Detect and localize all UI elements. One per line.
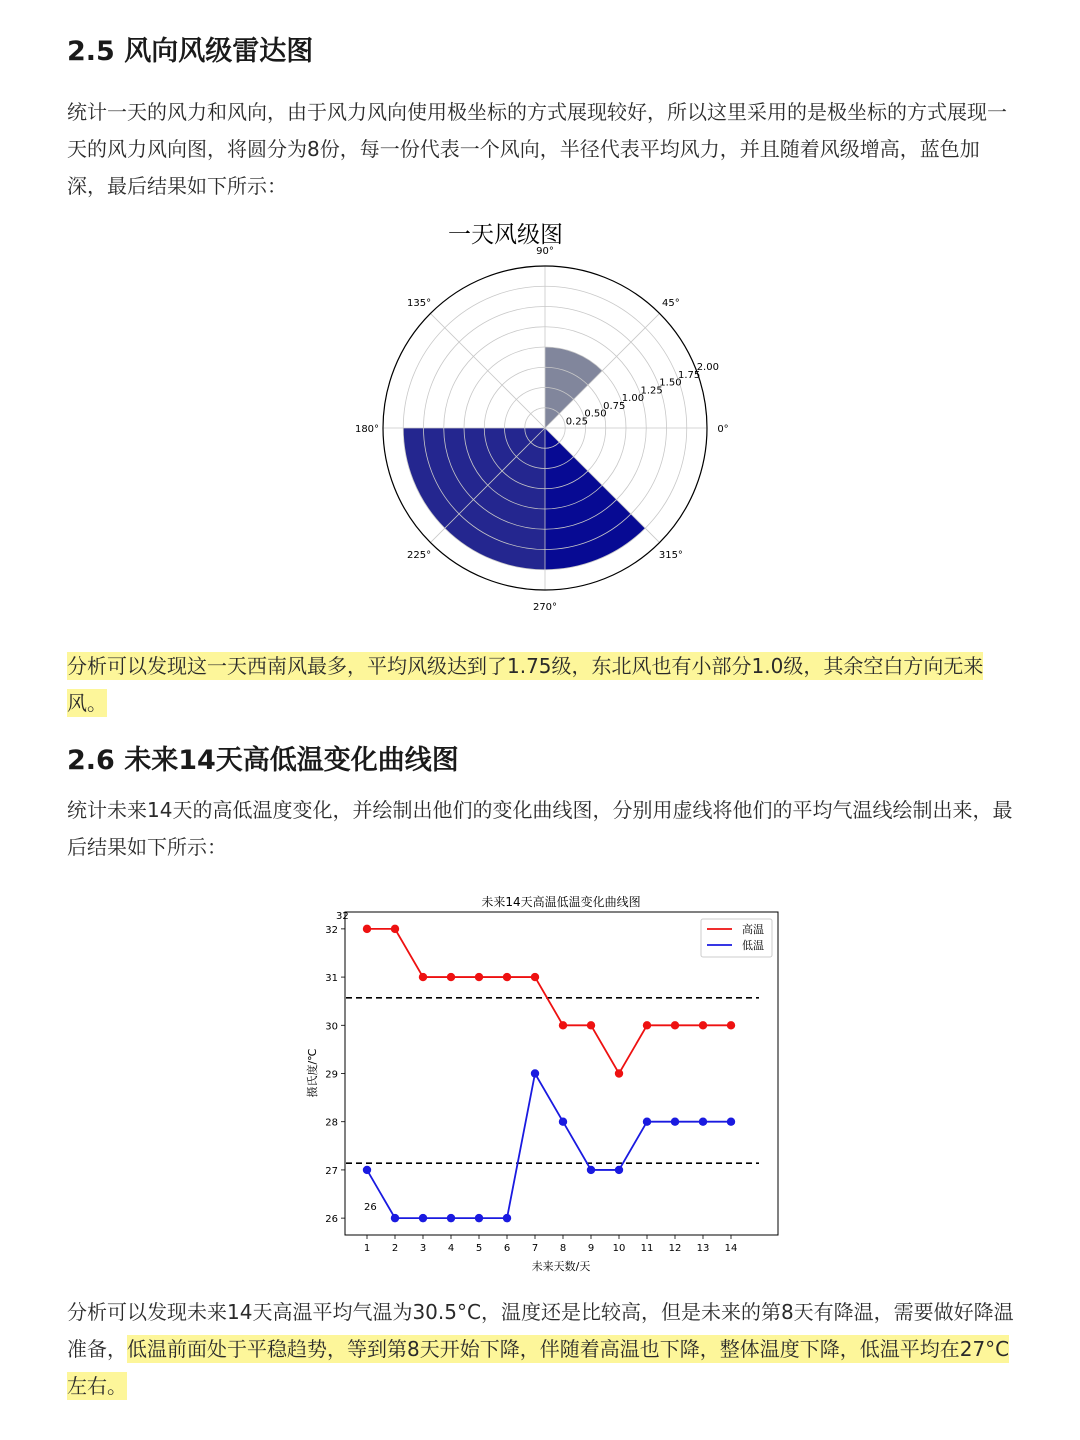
legend-low-label: 低温	[742, 939, 764, 952]
x-tick-label: 8	[559, 1243, 567, 1254]
highlight-wind-analysis: 分析可以发现这一天西南风最多，平均风级达到了1.75级，东北风也有小部分1.0级，其余空白方向无来风。	[67, 654, 984, 715]
angle-tick-label: 315°	[658, 549, 683, 561]
data-point-high	[587, 1021, 595, 1029]
x-tick-label: 14	[724, 1243, 738, 1254]
radial-tick-label: 1.00	[621, 393, 645, 404]
angle-tick-label: 180°	[354, 424, 380, 435]
wind-polar-chart	[330, 210, 750, 630]
x-tick-label: 3	[419, 1243, 427, 1254]
y-tick-label: 26	[325, 1214, 338, 1226]
paragraph-wind-intro: 统计一天的风力和风向，由于风力风向使用极坐标的方式展现较好，所以这里采用的是极坐标的方式展现一天的风力风向图，将圆分为8份，每一份代表一个风向，半径代表平均风力，并且随着风级增高，蓝色加深，最后结果如下所示：	[67, 100, 1007, 198]
paragraph-temperature-analysis	[67, 1294, 1017, 1405]
y-tick-label: 30	[325, 1021, 338, 1033]
wind-chart-title: 一天风级图	[448, 222, 563, 248]
y-tick-label: 29	[325, 1069, 338, 1081]
angle-tick-label: 225°	[407, 549, 432, 561]
radial-tick-label: 1.25	[640, 385, 663, 397]
data-point-low	[643, 1118, 651, 1126]
x-tick-label: 7	[531, 1243, 539, 1254]
radial-tick-label: 0.75	[603, 400, 626, 412]
paragraph-temperature-intro: 统计未来14天的高低温度变化，并绘制出他们的变化曲线图，分别用虚线将他们的平均气温线绘制出来，最后结果如下所示：	[67, 798, 1013, 859]
data-point-low	[503, 1214, 511, 1222]
radial-tick-label: 1.50	[659, 377, 682, 389]
temperature-analysis-plain: 分析可以发现未来14天高温平均气温为30.5°C，温度还是比较高，但是未来的第8天有降温，需要做好降温准备，	[67, 1300, 1014, 1361]
x-tick-label: 13	[696, 1243, 710, 1254]
legend-high-label: 高温	[742, 923, 764, 936]
data-point-low	[615, 1166, 623, 1174]
paragraph-wind-analysis	[67, 648, 1017, 722]
data-point-low	[447, 1214, 455, 1222]
x-axis-label: 未来天数/天	[531, 1260, 591, 1273]
polar-grid-spoke	[430, 313, 545, 428]
y-tick-label: 27	[325, 1165, 338, 1177]
data-point-high	[503, 973, 511, 981]
data-point-low	[419, 1214, 427, 1222]
chart-legend	[701, 919, 772, 957]
data-point-high	[559, 1021, 567, 1029]
data-point-low	[475, 1214, 483, 1222]
data-point-high	[531, 973, 539, 981]
data-point-low	[727, 1118, 735, 1126]
data-point-high	[643, 1021, 651, 1029]
data-point-low	[391, 1214, 399, 1222]
y-tick-label: 28	[325, 1117, 338, 1129]
data-point-low	[671, 1118, 679, 1126]
highlight-temperature-analysis: 低温前面处于平稳趋势，等到第8天开始下降，伴随着高温也下降，整体温度下降，低温平均在27°C左右。	[67, 1337, 1010, 1398]
radial-tick-label: 1.75	[678, 369, 701, 381]
data-point-high	[447, 973, 455, 981]
x-tick-label: 12	[668, 1243, 682, 1254]
x-tick-label: 9	[587, 1243, 595, 1254]
y-tick-label: 32	[325, 924, 338, 936]
data-point-low	[531, 1069, 539, 1077]
temp-chart-title: 未来14天高温低温变化曲线图	[481, 895, 641, 909]
data-point-high	[363, 925, 371, 933]
data-point-low	[363, 1166, 371, 1174]
x-tick-label: 11	[640, 1243, 654, 1254]
radial-tick-label: 0.50	[584, 408, 607, 420]
angle-tick-label: 90°	[536, 246, 554, 257]
angle-tick-label: 270°	[532, 602, 558, 613]
radial-tick-label: 0.25	[565, 416, 588, 428]
x-tick-label: 1	[363, 1243, 371, 1254]
angle-tick-label: 45°	[662, 298, 680, 310]
y-tick-label: 31	[325, 973, 338, 985]
x-tick-label: 5	[475, 1243, 483, 1254]
y-axis-label: 摄氏度/℃	[306, 1048, 319, 1098]
temperature-line-chart	[300, 885, 780, 1280]
x-tick-label: 6	[503, 1243, 511, 1254]
data-point-high	[419, 973, 427, 981]
x-tick-label: 4	[447, 1243, 455, 1254]
data-point-high	[391, 925, 399, 933]
data-point-high	[671, 1021, 679, 1029]
x-tick-label: 10	[612, 1243, 626, 1254]
angle-tick-label: 0°	[717, 424, 729, 435]
x-tick-label: 2	[391, 1243, 399, 1254]
data-point-low	[587, 1166, 595, 1174]
data-point-high	[727, 1021, 735, 1029]
data-point-low	[559, 1118, 567, 1126]
data-point-high	[475, 973, 483, 981]
annotation-32: 32	[336, 911, 349, 922]
radial-tick-label: 2.00	[696, 362, 719, 373]
data-point-high	[699, 1021, 707, 1029]
section-heading-temperature: 2.6 未来14天高低温变化曲线图	[67, 745, 459, 776]
section-heading-wind-radar: 2.5 风向风级雷达图	[67, 36, 314, 67]
data-point-high	[615, 1069, 623, 1077]
annotation-26: 26	[364, 1202, 377, 1213]
data-point-low	[699, 1118, 707, 1126]
angle-tick-label: 135°	[407, 298, 432, 310]
